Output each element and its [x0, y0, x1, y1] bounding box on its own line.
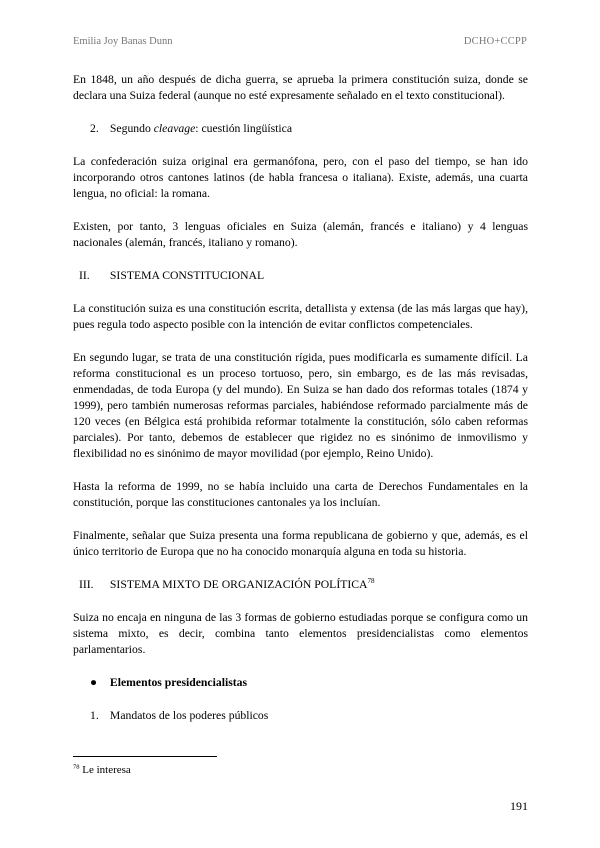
paragraph-confederacion: La confederación suiza original era germanófona, pero, con el paso del tiempo, se han ido incorporando otros cantones latinos (de habla francesa o italiana). Existe, además, una cuarta lengua, no oficial: la romana.	[73, 155, 528, 200]
item-text: Mandatos de los poderes públicos	[109, 709, 269, 722]
page-header	[73, 36, 527, 50]
footnote	[73, 764, 131, 776]
item-term: cleavage	[153, 122, 196, 135]
footnote-divider	[73, 756, 217, 757]
footnote-text: Le interesa	[82, 764, 131, 776]
footnote-reference[interactable]: 78	[367, 577, 375, 586]
paragraph-1848: En 1848, un año después de dicha guerra, se aprueba la primera constitución suiza, donde se declara una Suiza federal (aunque no esté expresamente señalado en el texto constitucional).	[73, 73, 528, 102]
paragraph-constitucion-rigida: En segundo lugar, se trata de una constitución rígida, pues modificarla es sumamente difícil. La reforma constitucional es un proceso tortuoso, pero, sin embargo, es de las más revisadas, enmendadas, de toda Europa (y del mundo). En Suiza se han dado dos reformas totales (1874 y 1999), pero también numerosas reformas parciales, habiéndose reformado parcialmente más de 120 veces (en Bélgica está prohibida reformar totalmente la constitución, sólo caben reformas parciales). Por tanto, debemos de establecer que rigidez no es sinónimo de inmovilismo y flexibilidad no es sinónimo de mayor movilidad (por ejemplo, Reino Unido).	[73, 351, 528, 460]
paragraph-lenguas: Existen, por tanto, 3 lenguas oficiales en Suiza (alemán, francés e italiano) y 4 lenguas nacionales (alemán, francés, italiano y romano).	[73, 220, 528, 249]
bullet-label: Elementos presidencialistas	[109, 676, 248, 689]
item-lead: Segundo	[109, 122, 151, 135]
section-number: II.	[79, 269, 90, 282]
page-body	[73, 72, 528, 741]
item-rest: : cuestión lingüística	[195, 122, 293, 135]
item-number: 2.	[90, 122, 99, 135]
paragraph-sistema-mixto: Suiza no encaja en ninguna de las 3 formas de gobierno estudiadas porque se configura como un sistema mixto, es decir, combina tanto elementos presidencialistas como elementos parlamentarios.	[73, 611, 528, 656]
paragraph-constitucion-escrita: La constitución suiza es una constitución escrita, detallista y extensa (de las más largas que hay), pues regula todo aspecto posible con la intención de evitar conflictos competenciales.	[73, 302, 528, 331]
numbered-heading-mandatos	[73, 708, 528, 724]
header-course: DCHO+CCPP	[463, 36, 527, 47]
paragraph-derechos: Hasta la reforma de 1999, no se había incluido una carta de Derechos Fundamentales en la constitución, porque las constituciones cantonales ya los incluían.	[73, 480, 528, 509]
bullet-icon: ●	[90, 676, 98, 689]
paragraph-republicana: Finalmente, señalar que Suiza presenta una forma republicana de gobierno y que, además, es el único territorio de Europa que no ha conocido monarquía alguna en toda su historia.	[73, 529, 528, 558]
page-number: 191	[510, 799, 528, 813]
section-title: SISTEMA MIXTO DE ORGANIZACIÓN POLÍTICA	[109, 578, 368, 591]
section-heading-constitucional	[73, 268, 528, 284]
item-number: 1.	[90, 709, 99, 722]
header-author: Emilia Joy Banas Dunn	[73, 36, 173, 47]
section-heading-mixto	[73, 577, 528, 593]
section-number: III.	[79, 578, 94, 591]
section-title: SISTEMA CONSTITUCIONAL	[109, 269, 265, 282]
bullet-heading-presidencialistas	[73, 675, 528, 691]
footnote-number: 78	[73, 763, 80, 771]
numbered-heading-cleavage	[73, 121, 528, 137]
